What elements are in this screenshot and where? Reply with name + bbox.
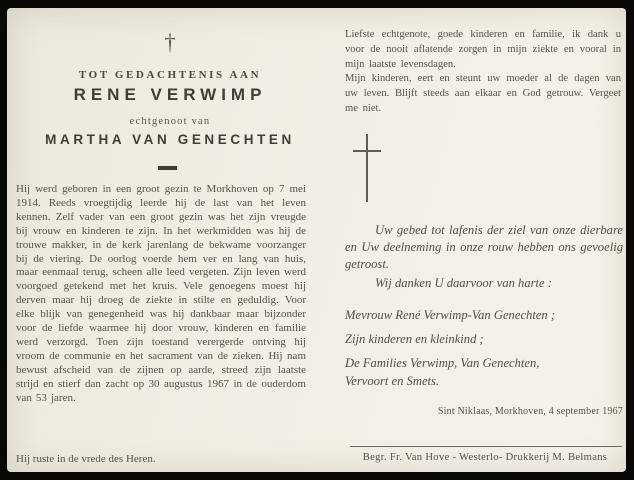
drawn-cross-icon bbox=[346, 134, 382, 212]
memorial-header-line: TOT GEDACHTENIS AAN bbox=[78, 69, 262, 81]
mourner-widow: Mevrouw René Verwimp-Van Genechten ; bbox=[345, 308, 556, 322]
closing-line: Hij ruste in de vrede des Heren. bbox=[16, 453, 156, 465]
cross-vertical-bar bbox=[366, 134, 368, 202]
mourners-list bbox=[345, 308, 625, 398]
relation-line: echtgenoot van bbox=[129, 116, 211, 127]
thanks-paragraph: Uw gebed tot lafenis der ziel van onze dierbare en Uw deelneming in onze rouw hebben ons gevoelig getroost. bbox=[345, 223, 623, 271]
spouse-name: MARTHA VAN GENECHTEN bbox=[45, 132, 295, 147]
card-spread bbox=[7, 8, 626, 472]
mourner-families-line2: Vervoort en Smets. bbox=[345, 374, 440, 388]
thanks-line: Wij danken U daarvoor van harte : bbox=[375, 276, 552, 290]
date-place-line: Sint Niklaas, Morkhoven, 4 september 1967 bbox=[437, 406, 623, 417]
farewell-paragraph-family: Liefste echtgenote, goede kinderen en familie, ik dank u voor de nooit aflatende zorgen in mijn ziekte en vooral in mijn laatste levensdagen. bbox=[345, 29, 621, 70]
farewell-paragraph-children: Mijn kinderen, eert en steunt uw moeder al de dagen van uw leven. Blijft steeds aan elkaar en God getrouw. Vergeet me niet. bbox=[345, 73, 621, 114]
mourner-children: Zijn kinderen en kleinkind ; bbox=[345, 332, 484, 346]
printer-rule bbox=[350, 446, 622, 447]
cross-horizontal-bar bbox=[353, 150, 381, 152]
deceased-name: RENE VERWIMP bbox=[73, 85, 267, 104]
divider-rule bbox=[158, 166, 177, 170]
memorial-cross-icon: † bbox=[164, 30, 176, 55]
biography-text: Hij werd geboren in een groot gezin te Morkhoven op 7 mei 1914. Reeds vroegtijdig leerde hij de last van het leven kennen. Zelf vader van een groot gezin was het zijn vreugde bij vrouw en kinderen te zijn. In het werkmidden was hij de trouwe makker, in de kerk jarenlang de bekwame voorzanger bij de viering. De oorlog voerde hem ver en lang van huis, maar eenmaal terug, scheen alle leed vergeten. Zijn leven werd voorgoed getekend met het kruis. Vele genoegens moest hij derven maar hij droeg de ziekte in stilte en geduldig. Voor elke blijk van genegenheid was hij dankbaar maar bijzonder voor de liefde waarmee hij door vrouw, kinderen en familie werd verzorgd. Toen zijn toestand verergerde ontving hij vroom de communie en het sacrament van de zieken. Hij nam bewust afscheid van de zijnen op aarde, streed zijn laatste strijd en stierf dan zacht op 30 augustus 1967 in de ouderdom van 53 jaren. bbox=[16, 183, 306, 404]
mourner-families-line1: De Families Verwimp, Van Genechten, bbox=[345, 356, 540, 370]
printer-credit-line: Begr. Fr. Van Hove - Westerlo- Drukkerij M. Belmans bbox=[362, 452, 608, 463]
